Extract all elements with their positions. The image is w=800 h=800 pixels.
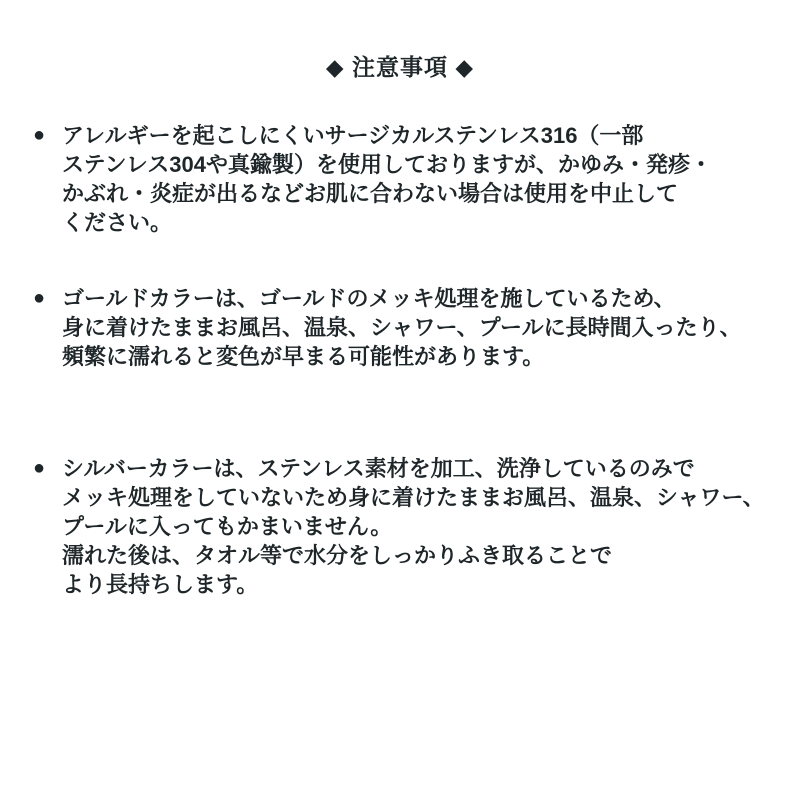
bullet-dot-icon: ● [33, 124, 46, 146]
notice-line: ください。 [62, 210, 173, 235]
notice-line: アレルギーを起こしにくいサージカルステンレス316（一部 [62, 123, 644, 148]
notice-item-text [62, 284, 770, 371]
notice-line: 身に着けたままお風呂、温泉、シャワー、プールに長時間入ったり、 [62, 315, 742, 340]
notice-line: プールに入ってもかまいません。 [62, 514, 393, 539]
notice-line: より長持ちします。 [62, 572, 259, 597]
notice-line: かぶれ・炎症が出るなどお肌に合わない場合は使用を中止して [62, 181, 679, 206]
page-title: ◆ 注意事項 ◆ [325, 54, 475, 80]
bullet-dot-icon: ● [33, 457, 46, 479]
notice-item-text [62, 121, 770, 237]
notice-line: ステンレス304や真鍮製）を使用しておりますが、かゆみ・発疹・ [62, 152, 712, 177]
notice-item-silver-color [33, 454, 770, 599]
notice-line: 頻繁に濡れると変色が早まる可能性があります。 [62, 344, 545, 369]
notice-line: シルバーカラーは、ステンレス素材を加工、洗浄しているのみで [62, 456, 695, 481]
notice-line: メッキ処理をしていないため身に着けたままお風呂、温泉、シャワー、 [62, 485, 765, 510]
notice-item-text [62, 454, 770, 599]
notice-line: 濡れた後は、タオル等で水分をしっかりふき取ることで [62, 543, 613, 568]
notice-line: ゴールドカラーは、ゴールドのメッキ処理を施しているため、 [62, 286, 676, 311]
notice-item-gold-color [33, 284, 770, 371]
bullet-dot-icon: ● [33, 287, 46, 309]
notice-item-allergy-material [33, 121, 770, 237]
